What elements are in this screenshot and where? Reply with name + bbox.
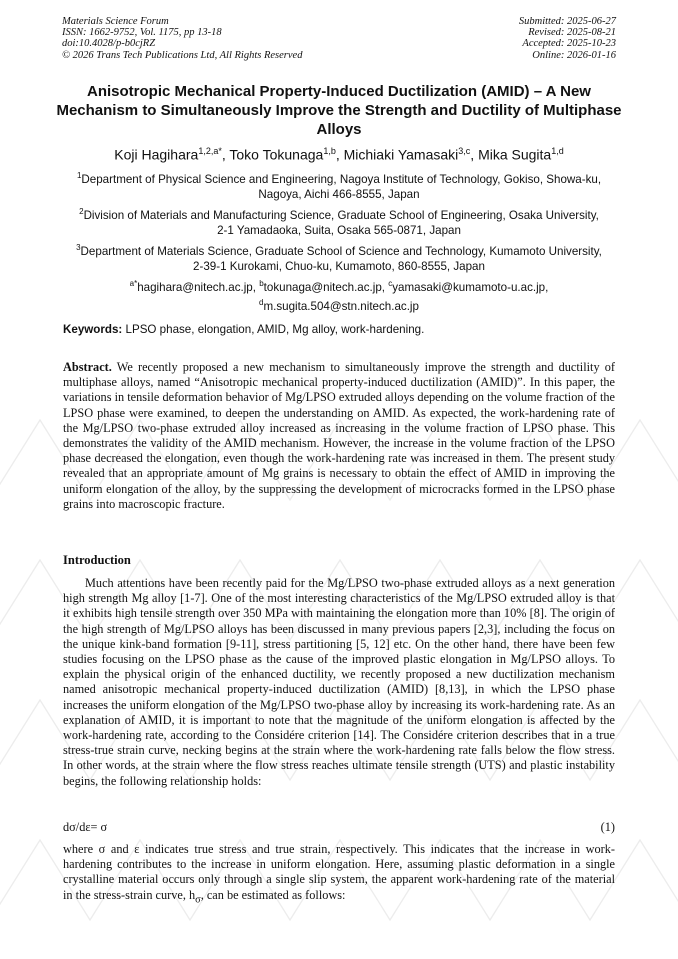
affiliation-mark: 2: [79, 207, 84, 216]
section-heading: Introduction: [63, 553, 131, 567]
affiliation: [75, 168, 603, 203]
journal-issn: ISSN: 1662-9752, Vol. 1175, pp 13-18: [62, 27, 222, 39]
journal-doi: doi:10.4028/p-b0cjRZ: [62, 38, 156, 50]
keywords-text: LPSO phase, elongation, AMID, Mg alloy, work-hardening.: [125, 323, 425, 336]
email-mark: b: [259, 279, 264, 288]
paragraph-text: , can be estimated as follows:: [200, 887, 346, 902]
author-name: Koji Hagihara: [114, 146, 199, 163]
author-name: Mika Sugita: [478, 146, 552, 163]
affiliation: [75, 204, 603, 239]
author-affiliation-mark: 1,b: [323, 146, 336, 156]
email-mark: d: [259, 298, 264, 308]
abstract-label: Abstract.: [63, 360, 112, 374]
author-name: Toko Tokunaga: [229, 146, 324, 163]
email-link[interactable]: m.sugita.504@stn.nitech.ac.jp: [263, 300, 419, 314]
affiliation-text: Division of Materials and Manufacturing Science, Graduate School of Engineering, Osaka University, 2-1 Yamadaoka, Suita, Osaka 565-0871, Japan: [83, 208, 599, 238]
paragraph-text: where σ and ε indicates true stress and true strain, respectively. This indicates that the increase in work-hardening contributes to the increase in uniform elongation. Here, assuming plastic deformation in a single crystalline material occurs only through a single slip system, the apparent work-hardening rate of the material in the stress-strain curve, h: [63, 842, 615, 902]
subscript: σ: [195, 894, 201, 906]
equation-text: dσ/dε= σ: [63, 820, 108, 834]
submission-dates: [519, 16, 616, 61]
introduction-paragraph: Much attentions have been recently paid for the Mg/LPSO two-phase extruded alloys as a next generation high strength Mg alloy [1-7]. One of the most interesting characteristics of the Mg/LPSO extruded alloy is that it exhibits high tensile strength over 350 MPa with maintaining the elongation more than 10% [8]. The origin of the high strength of Mg/LPSO alloys has been discussed in many previous papers [2,3], including the focus on the unique kink-band formation [9-11], stress partitioning [5, 12] etc. On the other hand, there have been few studies focusing on the LPSO phase as the cause of the improved plastic elongation in Mg/LPSO alloys. To explain the physical origin of the enhanced ductility, we recently proposed a new ductilization mechanism named anisotropic mechanical property-induced ductilization (AMID) [8,13], in which the LPSO phase increases the uniform elongation of the Mg/LPSO two-phase alloy by increasing its work-hardening rate. As an explanation of AMID, it is important to note that the magnitude of the uniform elongation is affected by the work-hardening rate, according to the Considére criterion [14]. The Considére criterion describes that in a true stress-true strain curve, necking begins at the strain where the work-hardening rate falls below the flow stress. In other words, at the strain where the flow stress reaches ultimate tensile strength (UTS) and plastic instability begins, the following relationship holds:: [63, 576, 615, 788]
author-list: Koji Hagihara$^{1,2,a*}$, Toko Tokunaga$^{1,b}$, Michiaki Yamasaki$^{3,c}$, Mika Sugita$^{1,d}$: [114, 146, 564, 163]
email-link[interactable]: hagihara@nitech.ac.jp: [137, 280, 253, 294]
submitted-date: Submitted: 2025-06-27: [518, 16, 616, 27]
keywords: [63, 323, 623, 336]
author-affiliation-mark: 3,c: [458, 146, 471, 156]
author-affiliation-mark: 1,2,a*: [198, 146, 222, 156]
affiliation: [75, 240, 603, 275]
affiliation-text: Department of Physical Science and Engineering, Nagoya Institute of Technology, Gokiso, Showa-ku, Nagoya, Aichi 466-8555, Japan: [81, 172, 602, 202]
email-link[interactable]: yamasaki@kumamoto-u.ac.jp: [392, 280, 546, 294]
paragraph: [63, 842, 615, 907]
abstract-text: We recently proposed a new mechanism to simultaneously improve the strength and ductility of multiphase alloys, named “Anisotropic mechanical property-induced ductilization (AMID)”. In this paper, the variations in tensile deformation behavior of Mg/LPSO extruded alloys depending on the volume fraction of the LPSO phase were examined, to deepen the understanding on AMID. As expected, the work-hardening rate of the Mg/LPSO two-phase extruded alloy increased as increasing in the volume fraction of LPSO phase. This demonstrates the validity of the AMID mechanism. However, the increase in the volume fraction of the LPSO phase decreased the elongation, even though the work-hardening rate was increased in them. The present study revealed that an appropriate amount of Mg grains is necessary to obtain the effect of AMID in improving the uniform elongation of the alloy, by the suppressing the development of microcracks formed in the LPSO phase grains into macroscopic fracture.: [63, 360, 615, 511]
equation-number: (1): [600, 820, 615, 834]
journal-copyright: © 2026 Trans Tech Publications Ltd, All Rights Reserved: [62, 49, 303, 61]
journal-name: Materials Science Forum: [62, 16, 169, 27]
affiliation-mark: 1: [76, 171, 82, 180]
author-name: Michiaki Yamasaki: [343, 146, 459, 163]
email-list: $^{a*}$hagihara@nitech.ac.jp, $^b$tokunaga@nitech.ac.jp, $^c$yamasaki@kumamoto-u.ac.jp, $^d$m.sugita.504@stn.nitech.ac.jp: [129, 279, 549, 314]
paper-title: Anisotropic Mechanical Property-Induced Ductilization (AMID) – A New Mechanism to Simultaneously Improve the Strength and Ductility of Multiphase Alloys: [56, 83, 622, 138]
affiliation-mark: 3: [76, 243, 81, 252]
keywords-label: Keywords:: [63, 323, 123, 336]
revised-date: Revised: 2025-08-21: [528, 27, 616, 39]
journal-info: [62, 16, 302, 61]
email-mark: c: [388, 279, 393, 288]
online-date: Online: 2026-01-16: [532, 49, 616, 61]
email-mark: a*: [129, 279, 138, 288]
author-affiliation-mark: 1,d: [551, 146, 564, 156]
affiliation-text: Department of Materials Science, Graduate School of Science and Technology, Kumamoto University, 2-39-1 Kurokami, Chuo-ku, Kumamoto, 860-8555, Japan: [80, 244, 602, 274]
email-link[interactable]: tokunaga@nitech.ac.jp: [263, 280, 382, 294]
accepted-date: Accepted: 2025-10-23: [522, 38, 616, 50]
equation: [63, 820, 615, 835]
abstract: [63, 360, 615, 512]
